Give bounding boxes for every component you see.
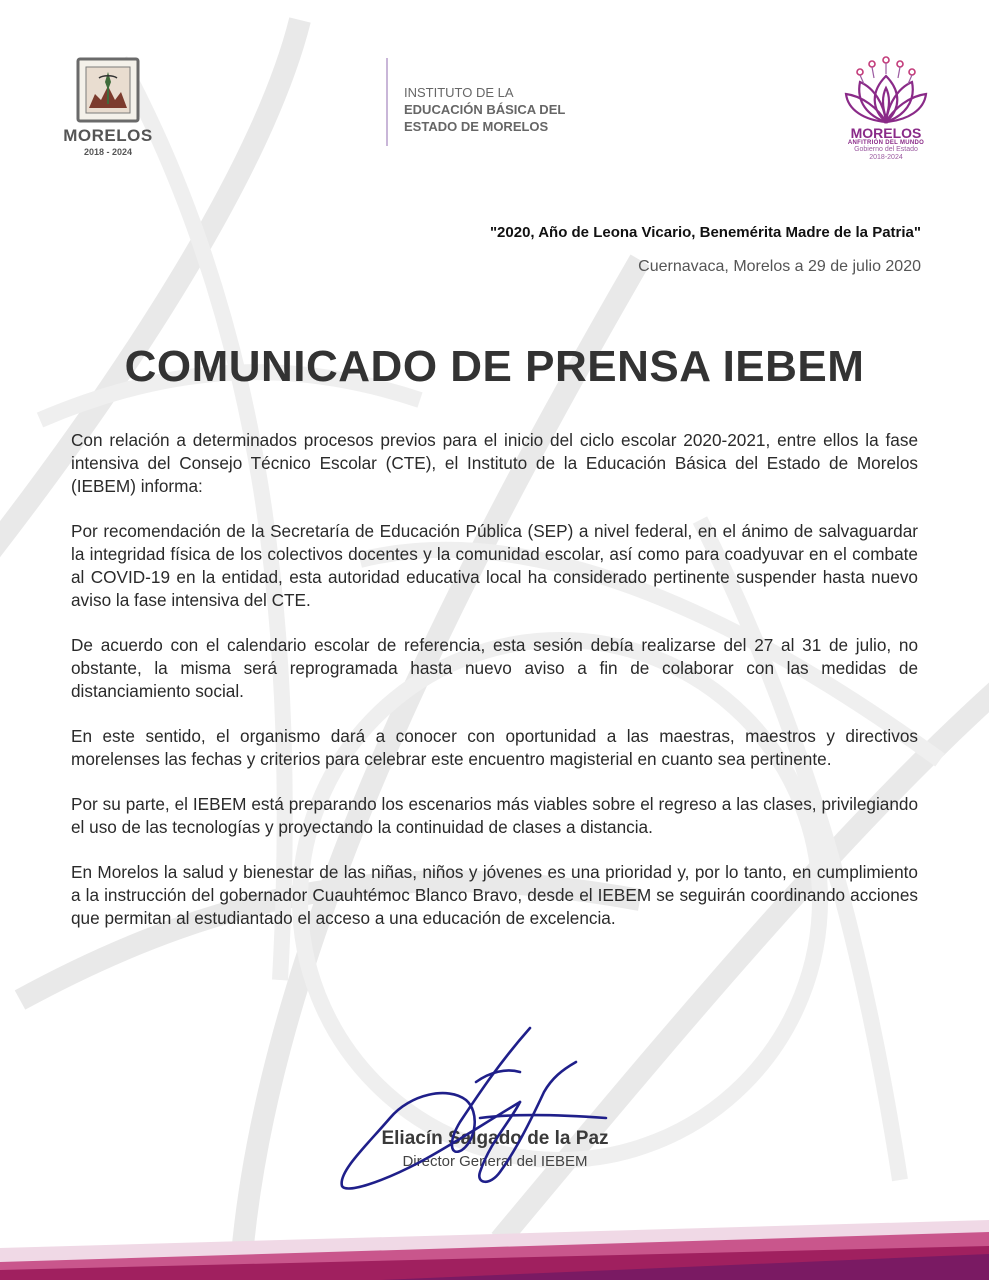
signer-name: Eliacín Salgado de la Paz bbox=[381, 1128, 609, 1149]
morelos-state-shield-icon bbox=[75, 56, 141, 124]
body-paragraph: De acuerdo con el calendario escolar de referencia, esta sesión debía realizarse del 27 al 31 de julio, no obstante, la misma será reprogramada hasta nuevo aviso a fin de colaborar con las medidas de distanciamiento social. bbox=[71, 635, 918, 701]
right-logo-tagline: ANFITRIÓN DEL MUNDO bbox=[847, 140, 925, 146]
institute-name bbox=[404, 84, 565, 135]
header-divider bbox=[386, 58, 388, 146]
right-logo-period: 2018-2024 bbox=[869, 154, 903, 161]
page-title: COMUNICADO DE PRENSA IEBEM bbox=[124, 342, 865, 391]
left-logo-state-name: MORELOS bbox=[63, 126, 153, 145]
body-paragraph: Por recomendación de la Secretaría de Educación Pública (SEP) a nivel federal, en el ánimo de salvaguardar la integridad física de los colectivos docentes y la comunidad escolar, así como para coadyuvar en el combate al COVID-19 en la entidad, esta autoridad educativa local ha considerado pertinente suspender hasta nuevo aviso la fase intensiva del CTE. bbox=[71, 521, 918, 610]
institute-line-2: EDUCACIÓN BÁSICA DEL bbox=[404, 102, 566, 117]
year-motto: "2020, Año de Leona Vicario, Benemérita Madre de la Patria" bbox=[489, 224, 921, 241]
morelos-government-logo bbox=[838, 56, 934, 162]
body-paragraph: Por su parte, el IEBEM está preparando los escenarios más viables sobre el regreso a las clases, privilegiando el uso de las tecnologías y proyectando la continuidad de clases a distancia. bbox=[71, 794, 918, 837]
institute-line-3: ESTADO DE MORELOS bbox=[404, 119, 549, 134]
left-logo-period: 2018 - 2024 bbox=[83, 147, 133, 157]
body-paragraph: En Morelos la salud y bienestar de las niñas, niños y jóvenes es una prioridad y, por lo tanto, en cumplimiento a la instrucción del gobernador Cuauhtémoc Blanco Bravo, desde el IEBEM se seguirán coordinando acciones que permitan al estudiantado el acceso a una educación de excelencia. bbox=[71, 862, 918, 928]
morelos-state-logo bbox=[58, 56, 158, 157]
body-paragraph: En este sentido, el organismo dará a conocer con oportunidad a las maestras, maestros y directivos morelenses las fechas y criterios para celebrar este encuentro magisterial en cuanto sea pertinente. bbox=[71, 726, 918, 769]
handwritten-signature-icon bbox=[330, 1022, 620, 1202]
body-paragraph: Con relación a determinados procesos previos para el inicio del ciclo escolar 2020-2021, entre ellos la fase intensiva del Consejo Técnico Escolar (CTE), el Instituto de la Educación Básica del Estado de Morelos (IEBEM) informa: bbox=[71, 430, 918, 496]
signer-role: Director General del IEBEM bbox=[402, 1153, 588, 1170]
footer-band bbox=[0, 1210, 989, 1280]
date-line: Cuernavaca, Morelos a 29 de julio 2020 bbox=[638, 258, 921, 275]
right-logo-name: MORELOS bbox=[850, 125, 922, 141]
lotus-crown-icon bbox=[842, 56, 930, 126]
right-logo-government: Gobierno del Estado bbox=[854, 146, 918, 153]
press-release-body bbox=[71, 429, 918, 952]
institute-line-1: INSTITUTO DE LA bbox=[404, 85, 514, 100]
